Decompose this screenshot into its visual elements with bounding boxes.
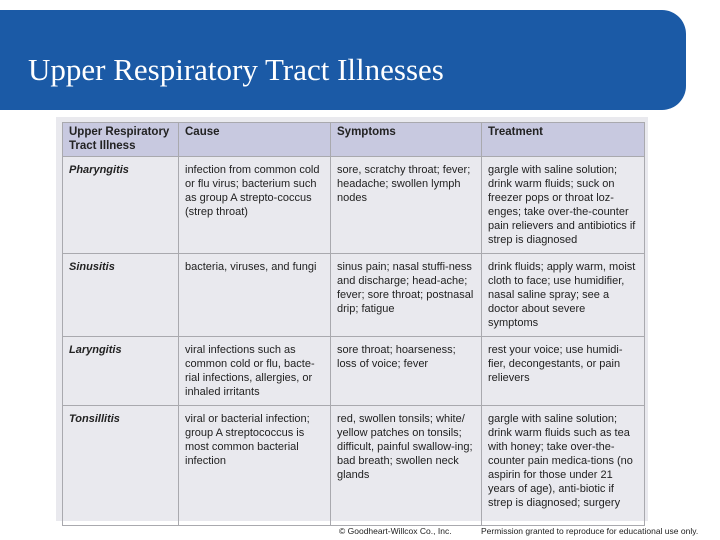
table-row	[63, 157, 645, 254]
symptoms-cell: sore, scratchy throat; fever; headache; swollen lymph nodes	[331, 157, 482, 254]
header-illness: Upper Respiratory Tract Illness	[63, 123, 179, 157]
illness-name: Tonsillitis	[63, 406, 179, 526]
symptoms-cell: sore throat; hoarseness; loss of voice; fever	[331, 337, 482, 406]
treatment-cell: drink fluids; apply warm, moist cloth to face; use humidifier, nasal saline spray; see a doctor about severe symptoms	[482, 254, 645, 337]
cause-cell: bacteria, viruses, and fungi	[179, 254, 331, 337]
illness-table	[62, 122, 645, 526]
header-cause: Cause	[179, 123, 331, 157]
treatment-cell: gargle with saline solution; drink warm fluids such as tea with honey; take over-the-counter pain medica-tions (no aspirin for those under 21 years of age), anti-biotic if strep is diagnosed; surgery	[482, 406, 645, 526]
illness-name: Sinusitis	[63, 254, 179, 337]
slide-title: Upper Respiratory Tract Illnesses	[28, 52, 444, 87]
table-container	[56, 117, 648, 521]
treatment-cell: rest your voice; use humidi-fier, decongestants, or pain relievers	[482, 337, 645, 406]
header-symptoms: Symptoms	[331, 123, 482, 157]
cause-cell: infection from common cold or flu virus; bacterium such as group A strepto-coccus (strep throat)	[179, 157, 331, 254]
illness-name: Pharyngitis	[63, 157, 179, 254]
cause-cell: viral infections such as common cold or flu, bacte-rial infections, allergies, or inhaled irritants	[179, 337, 331, 406]
copyright-notice: © Goodheart-Willcox Co., Inc.	[339, 526, 452, 536]
header-treatment: Treatment	[482, 123, 645, 157]
table-row	[63, 337, 645, 406]
table-row	[63, 406, 645, 526]
permission-notice: Permission granted to reproduce for educational use only.	[481, 526, 699, 536]
table-row	[63, 254, 645, 337]
title-banner	[0, 10, 686, 110]
symptoms-cell: red, swollen tonsils; white/ yellow patches on tonsils; difficult, painful swallow-ing; bad breath; swollen neck glands	[331, 406, 482, 526]
symptoms-cell: sinus pain; nasal stuffi-ness and discharge; head-ache; fever; sore throat; postnasal drip; fatigue	[331, 254, 482, 337]
cause-cell: viral or bacterial infection; group A streptococcus is most common bacterial infection	[179, 406, 331, 526]
illness-name: Laryngitis	[63, 337, 179, 406]
table-header-row	[63, 123, 645, 157]
treatment-cell: gargle with saline solution; drink warm fluids; suck on freezer pops or throat loz-enges; take over-the-counter pain relievers and antibiotics if strep is diagnosed	[482, 157, 645, 254]
